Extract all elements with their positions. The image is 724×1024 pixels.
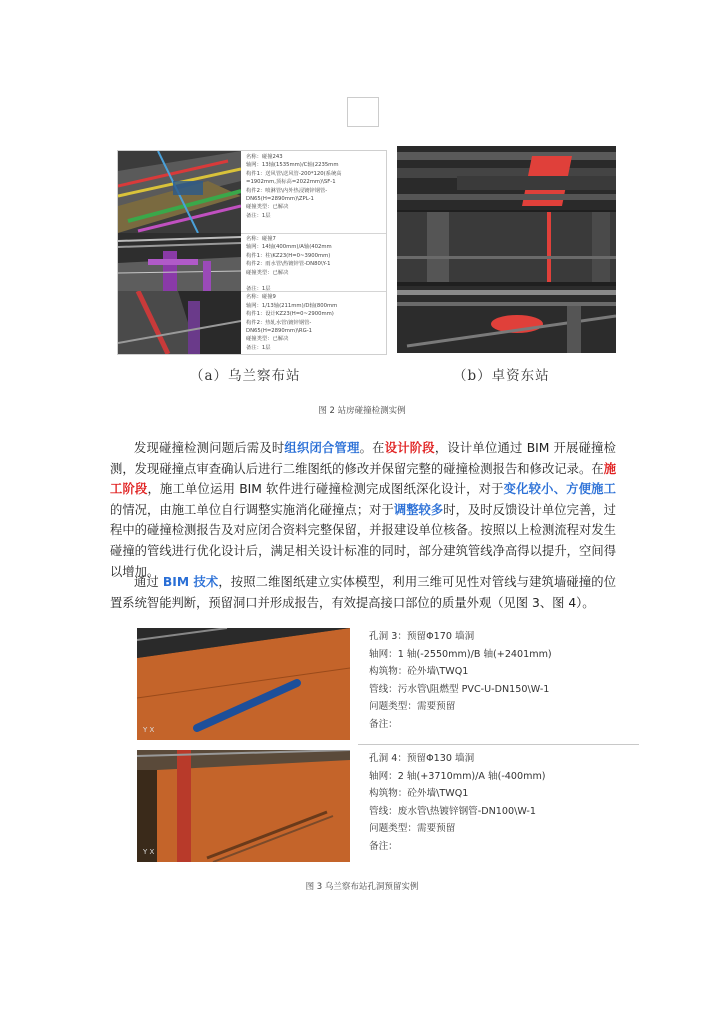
hole4-line: 备注： (369, 840, 398, 852)
figure2-caption-a: （a）乌兰察布站 (190, 368, 301, 384)
hole4-model-image (137, 750, 350, 862)
hole4-line: 管线：废水管\热镀锌钢管-DN100\W-1 (369, 805, 536, 817)
figure2-caption: 图 2 站房碰撞检测实例 (318, 406, 406, 416)
collision-row-3 (118, 286, 386, 354)
collision-row-1 (118, 151, 386, 234)
collision-info-3: 备注：1层 名称：碰撞9 轴网：1/13轴(211mm)/D轴(800mm 构件1：设计KZ23(H=0~2900mm) 构件2：热轧水管\镀锌钢管- DN65(H=2890mm)\RG-1 碰撞类型：已解决 备注：1层 (246, 286, 338, 351)
hole4-line: 构筑物：砼外墙\TWQ1 (369, 788, 469, 800)
hole4-line: 轴网：2 轴(+3710mm)/A 轴(-400mm) (369, 770, 546, 782)
figure2-panel-b (397, 146, 616, 353)
hole4-info (369, 750, 546, 856)
collision-info-1: 名称：碰撞243 轴网：13轴(1535mm)/C轴(2235mm 构件1：送风管\送风管-200*120(系统高 =1902mm,顶标高=2022mm)\SF-1 构件2：喷淋管\内外热浸镀锌钢管- DN65(H=2890mm)\ZPL-1 碰撞类型：已解决 备注：1层 (246, 154, 342, 219)
collision-model-image-3 (118, 291, 241, 354)
hole3-line: 轴网：1 轴(-2550mm)/B 轴(+2401mm) (369, 648, 552, 660)
svg-text:Y X: Y X (143, 726, 155, 734)
collision-model-image-1 (118, 151, 241, 233)
hole3-info (369, 628, 552, 734)
figure3 (137, 628, 639, 862)
figure2-panel-a (117, 150, 387, 355)
svg-text:Y X: Y X (143, 848, 155, 856)
hole4-line: 问题类型：需要预留 (369, 823, 456, 835)
collision-row-2 (118, 233, 386, 292)
hole3-line: 孔洞 3：预留Φ170 墙洞 (369, 631, 475, 642)
hole4-line: 孔洞 4：预留Φ130 墙洞 (369, 753, 475, 764)
figure2-caption-b: （b）卓资东站 (453, 368, 550, 384)
figure3-separator (358, 744, 639, 745)
page-number-box (347, 97, 379, 127)
figure3-caption: 图 3 乌兰察布站孔洞预留实例 (305, 882, 419, 892)
hole3-line: 构筑物：砼外墙\TWQ1 (369, 666, 469, 678)
collision-info-2: 名称：碰撞7 轴网：14轴(400mm)/A轴(402mm 构件1：柱\KZ23(H=0~3900mm) 构件2：雨水管\热镀锌管-DN80\Y-1 碰撞类型：已解决 (246, 236, 332, 276)
collision-model-image-2 (118, 233, 241, 291)
hole3-line: 问题类型：需要预留 (369, 701, 456, 713)
hole3-model-image (137, 628, 350, 740)
hole3-line: 备注： (369, 718, 398, 730)
hole3-line: 管线：污水管\阻燃型 PVC-U-DN150\W-1 (369, 683, 550, 695)
paragraph-collision-management: 发现碰撞检测问题后需及时组织闭合管理。在设计阶段，设计单位通过 BIM 开展碰撞检测，发现碰撞点审查确认后进行二维图纸的修改并保留完整的碰撞检测报告和修改记录。在施工阶段，施工单位运用 BIM 软件进行碰撞检测完成图纸深化设计，对于变化较小、方便施工的情况，由施工单位自行调整实施消化碰撞点；对于调整较多时，及时反馈设计单位完善，过程中的碰撞检测报告及对应闭合资料完整保留，并报建设单位核备。按照以上检测流程对发生碰撞的管线进行优化设计后，满足相关设计标准的同时，部分建筑管线净高得以提升，空间得以增加。 (110, 441, 616, 579)
paragraph-bim-technology: 通过 BIM 技术，按照二维图纸建立实体模型，利用三维可见性对管线与建筑墙碰撞的位置系统智能判断，预留洞口并形成报告，有效提高接口部位的质量外观（见图 3、图 4）。 (110, 575, 616, 610)
